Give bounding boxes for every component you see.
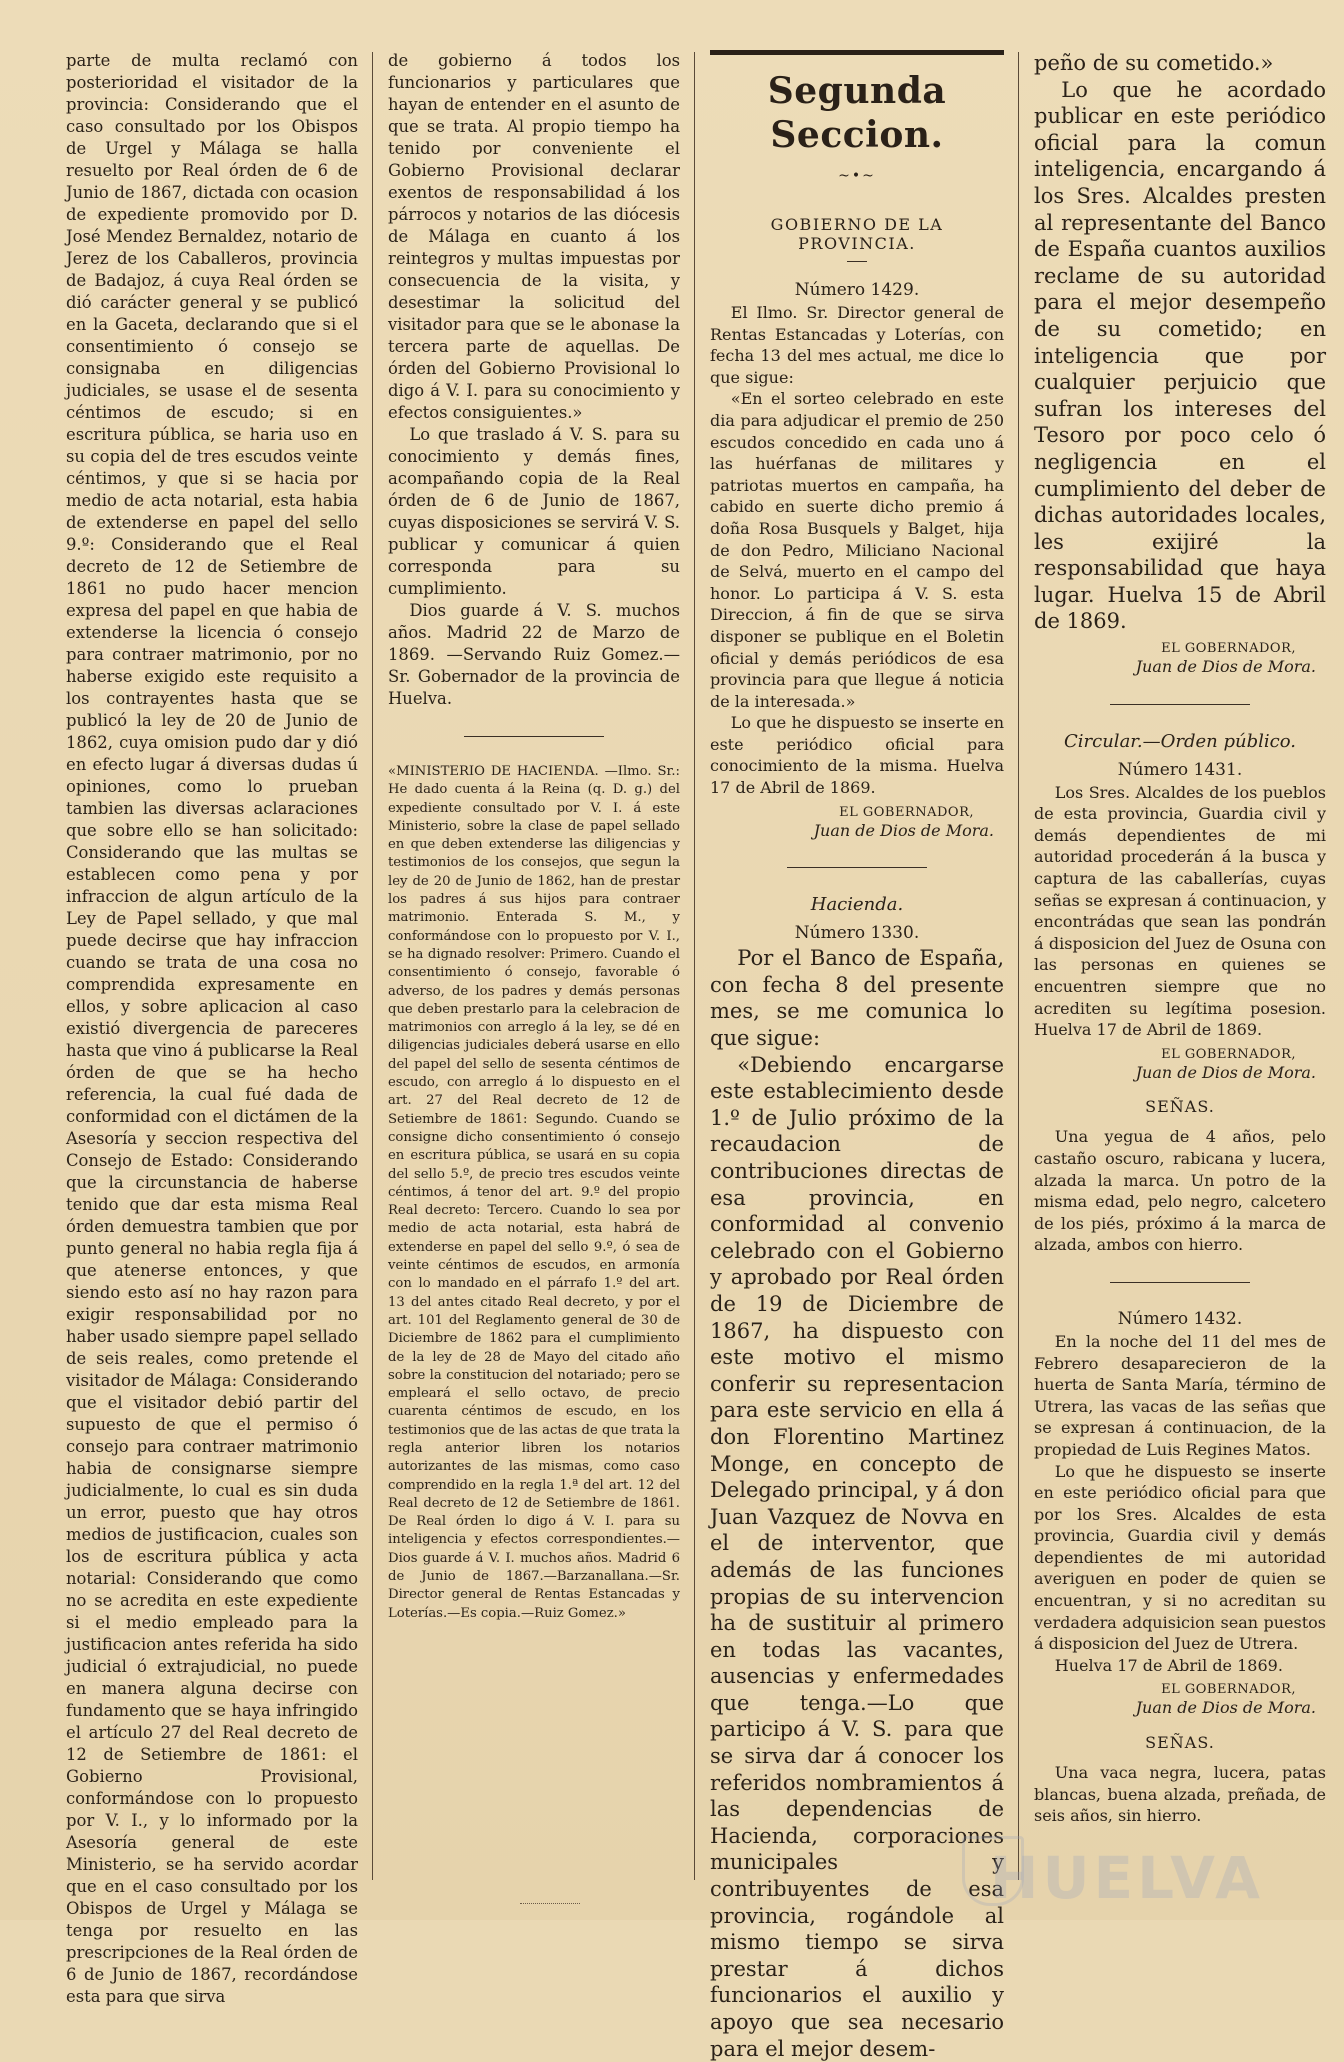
signature-name: Juan de Dios de Mora. xyxy=(1135,1062,1316,1082)
col4-paragraph-5: En la noche del 11 del mes de Febrero desaparecieron de la huerta de Santa María, término de Utrera, las vacas de las señas que se expresan á continuacion, de la propiedad de Luis Regines Matos. xyxy=(1034,1331,1326,1459)
col4-paragraph-2: Lo que he acordado publicar en este periódico oficial para la comun inteligencia, encargando á los Sres. Alcaldes presten al representante del Banco de España cuantos auxilios reclame de su autoridad para el mejor desempeño de su cometido; en inteligencia que por cualquier perjuicio que sufran los intereses del Tesoro por poco celo ó negligencia en el cumplimiento del deber de dichas autoridades locales, les exijiré la responsabilidad que haya lugar. Huelva 15 de Abril de 1869. xyxy=(1034,77,1326,634)
hacienda-heading: Hacienda. xyxy=(810,894,904,916)
signature-name: Juan de Dios de Mora. xyxy=(1135,657,1316,677)
col3-paragraph-2: «En el sorteo celebrado en este dia para adjudicar el premio de 250 escudos concedido en cada uno á las huérfanas de militares y patriotas muertos en campaña, ha cabido en suerte dicho premio á doña Rosa Busquels y Balget, hija de don Pedro, Miliciano Nacional de Selvá, muerto en el campo del honor. Lo participa á V. S. esta Direccion, á fin de que se sirva disponer se publique en el Boletin oficial y demás periódicos de esa provincia para que llegue á noticia de la interesada.» xyxy=(710,389,1004,711)
col4-paragraph-3: Los Sres. Alcaldes de los pueblos de esta provincia, Guardia civil y demás dependientes de mi autoridad procederán á la busca y captura de las caballerías, cuyas señas se expresan á continuacion, y encontrádas que sean las pondrán á disposicion del Juez de Osuna con las personas en quienes se encuentren siempre que no acrediten su legítima posesion. Huelva 17 de Abril de 1869. xyxy=(1034,782,1326,1040)
divider xyxy=(464,736,604,737)
col4-paragraph-7: Huelva 17 de Abril de 1869. xyxy=(1054,1655,1283,1675)
col2-paragraph-3: Dios guarde á V. S. muchos años. Madrid 22 de Marzo de 1869. —Servando Ruiz Gomez.—Sr. Gobernador de la provincia de Huelva. xyxy=(388,601,680,708)
number-1330: Número 1330. xyxy=(794,923,920,944)
col3-paragraph-4: Por el Banco de España, con fecha 8 del presente mes, se me comunica lo que sigue: xyxy=(710,946,1004,1051)
column-1 xyxy=(66,50,358,2006)
watermark: HUELVA xyxy=(989,1844,1264,1912)
print-mark xyxy=(520,1903,580,1904)
column-rule xyxy=(372,52,373,1880)
col2-paragraph-1: de gobierno á todos los funcionarios y particulares que hayan de entender en el asunto de que se trata. Al propio tiempo ha tenido por conveniente el Gobierno Provisional declarar exentos de responsabilidad á los párrocos y notarios de las diócesis de Málaga en cuanto á los reintegros y multas impuestas por consecuencia de la visita, y desestimar la solicitud del visitador para que se le abonase la tercera parte de aquellas. De órden del Gobierno Provisional lo digo á V. I. para su conocimiento y efectos consiguientes.» xyxy=(388,51,680,422)
col1-text: parte de multa reclamó con posterioridad el visitador de la provincia: Considerando que el caso consultado por los Obispos de Urgel y Málaga se halla resuelto por Real órden de 6 de Junio de 1867, dictada con ocasion de expediente promovido por D. José Mendez Bernaldez, notario de Jerez de los Caballeros, provincia de Badajoz, á cuya Real órden se dió carácter general y se publicó en la Gaceta, declarando que si el consentimiento ó consejo se consignaba en diligencias judiciales, se usase el de sesenta céntimos de escudo; si en escritura pública, se haria uso en su copia del de tres escudos veinte céntimos, y que si se hacia por medio de acta notarial, esta habia de extenderse en papel del sello 9.º: Considerando que el Real decreto de 12 de Setiembre de 1861 no pudo hacer mencion expresa del papel en que habia de extenderse la licencia ó consejo para contraer matrimonio, por no haberse exigido este requisito a los contrayentes hasta que se publicó la ley de 20 de Junio de 1862, cuya omision pudo dar y dió en efecto lugar á diversas dudas ú opiniones, como lo prueban tambien las diversas aclaraciones que sobre ello se han solicitado: Considerando que las multas se establecen como pena y por infraccion de algun artículo de la Ley de Papel sellado, y que mal puede decirse que hay infraccion cuando se trata de una cosa no comprendida expresamente en ellos, y sobre aplicacion al caso existió divergencia de pareceres hasta que vino á publicarse la Real órden de que se ha hecho referencia, la cual fué dada de conformidad con el dictámen de la Asesoría y seccion respectiva del Consejo de Estado: Considerando que la circunstancia de haberse tenido que dar esta misma Real órden demuestra tambien que por punto general no habia regla fija á que atenerse entonces, y que siendo esto así no hay razon para exigir responsabilidad por no haber usado siempre papel sellado de seis reales, como pretende el visitador de Málaga: Considerando que el visitador debió partir del supuesto de que el permiso ó consejo para contraer matrimonio habia de consignarse siempre judicialmente, lo cual es sin duda un error, puesto que hay otros medios de justificacion, cuales son los de escritura pública y acta notarial: Considerando que como no se acredita en este expediente si el medio empleado para la justificacion antes referida ha sido judicial ó extrajudicial, no puede en manera alguna decirse con fundamento que se haya infringido el artículo 27 del Real decreto de 12 de Setiembre de 1861: el Gobierno Provisional, conformándose con lo propuesto por V. I., y lo informado por la Asesoría general de este Ministerio, se ha servido acordar que en el caso consultado por los Obispos de Urgel y Málaga se tenga por resuelto en las prescripciones de la Real órden de 6 de Junio de 1867, recordándose esta para que sirva xyxy=(66,51,358,2006)
column-rule xyxy=(694,52,695,1880)
signature-title: EL GOBERNADOR, xyxy=(1161,1046,1296,1062)
senas-heading: SEÑAS. xyxy=(1145,1097,1215,1117)
signature-name: Juan de Dios de Mora. xyxy=(813,820,994,840)
senas-heading: SEÑAS. xyxy=(1145,1733,1215,1753)
circular-heading: Circular.—Orden público. xyxy=(1064,730,1296,752)
section-top-rule xyxy=(710,50,1004,55)
number-1431: Número 1431. xyxy=(1117,759,1243,780)
signature-title: EL GOBERNADOR, xyxy=(839,804,974,820)
col3-paragraph-1: El Ilmo. Sr. Director general de Rentas Estancadas y Loterías, con fecha 13 del mes actual, me dice lo que sigue: xyxy=(710,303,1004,387)
column-2 xyxy=(388,50,680,1900)
col4-paragraph-8: Una vaca negra, lucera, patas blancas, buena alzada, preñada, de seis años, sin hierro. xyxy=(1034,1763,1326,1826)
number-1429: Número 1429. xyxy=(794,280,920,300)
signature-title: EL GOBERNADOR, xyxy=(1161,641,1296,657)
column-rule xyxy=(1018,52,1019,1880)
section-title: Segunda Seccion. xyxy=(767,70,947,156)
divider xyxy=(1110,1282,1250,1283)
divider xyxy=(787,867,927,868)
signature-block xyxy=(710,805,1004,842)
gov-heading: GOBIERNO DE LA PROVINCIA. xyxy=(770,215,944,253)
ministerio-hacienda-text: «MINISTERIO DE HACIENDA. —Ilmo. Sr.: He dado cuenta á la Reina (q. D. g.) del expediente consultado por V. I. á este Ministerio, sobre la clase de papel sellado en que deben extenderse las diligencias y testimonios de los consejos, que segun la ley de 20 de Junio de 1862, han de prestar los padres á sus hijos para contraer matrimonio. Enterada S. M., y conformándose con lo propuesto por V. I., se ha dignado resolver: Primero. Cuando el consentimiento ó consejo, favorable ó adverso, de los padres y demás personas que deben prestarlo para la celebracion de matrimonios con arreglo á la ley, se dé en diligencias judiciales deberá usarse en ello del papel del sello de sesenta céntimos de escudo, con arreglo á lo dispuesto en el art. 27 del Real decreto de 12 de Setiembre de 1861: Segundo. Cuando se consigne dicho consentimiento ó consejo en escritura pública, se usará en su copia del sello 5.º, de precio tres escudos veinte céntimos, á tenor del art. 9.º del propio Real decreto: Tercero. Cuando lo sea por medio de acta notarial, esta habrá de extenderse en papel del sello 9.º, ó sea de veinte céntimos de escudos, en armonía con lo mandado en el párrafo 1.º del art. 13 del antes citado Real decreto, y por el art. 101 del Reglamento general de 30 de Diciembre de 1862 para el cumplimiento de la ley de 28 de Mayo del citado año sobre la constitucion del notariado; pero se empleará el sello octavo, de precio cuarenta céntimos de escudo, en los testimonios que de las actas de que trata la regla anterior libren los notarios autorizantes de las mismas, como caso comprendido en la regla 1.ª del art. 12 del Real decreto de 12 de Setiembre de 1861. De Real órden lo digo á V. I. para su inteligencia y efectos correspondientes.—Dios guarde á V. I. muchos años. Madrid 6 de Junio de 1867.—Barzanallana.—Sr. Director general de Rentas Estancadas y Loterías.—Es copia.—Ruiz Gomez.» xyxy=(388,764,680,1621)
column-4 xyxy=(1034,50,1326,1900)
number-1432: Número 1432. xyxy=(1117,1308,1243,1329)
col4-paragraph-6: Lo que he dispuesto se inserte en este periódico oficial para que por los Sres. Alcaldes de esta provincia, Guardia civil y demás dependientes de mi autoridad averiguen en poder de quien se encuentran, y si no acreditan su verdadera adquisicion sean puestos á disposicion del Juez de Utrera. xyxy=(1034,1461,1326,1654)
ornament-divider: ~•~ xyxy=(838,168,876,184)
signature-block xyxy=(1034,1682,1326,1719)
signature-block xyxy=(1034,1047,1326,1084)
col4-paragraph-4: Una yegua de 4 años, pelo castaño oscuro, rabicana y lucera, alzada la marca. Un potro de la misma edad, pelo negro, calcetero de los piés, próximo á la marca de alzada, ambos con hierro. xyxy=(1034,1127,1326,1255)
col4-paragraph-1: peño de su cometido.» xyxy=(1034,51,1274,75)
signature-name: Juan de Dios de Mora. xyxy=(1135,1698,1316,1718)
signature-block xyxy=(1034,641,1326,678)
col2-paragraph-2: Lo que traslado á V. S. para su conocimiento y demás fines, acompañando copia de la Real órden de 6 de Junio de 1867, cuyas disposiciones se servirá V. S. publicar y comunicar á quien corresponda para su cumplimiento. xyxy=(388,425,680,598)
column-3 xyxy=(710,50,1004,2061)
col3-paragraph-5: «Debiendo encargarse este establecimiento desde 1.º de Julio próximo de la recaudacion de contribuciones directas de esa provincia, en conformidad al convenio celebrado con el Gobierno y aprobado por Real órden de 19 de Diciembre de 1867, ha dispuesto con este motivo el mismo conferir su representacion para este servicio en ella á don Florentino Martinez Monge, en concepto de Delegado principal, y á don Juan Vazquez de Novva en el de interventor, que además de las funciones propias de su intervencion ha de sustituir al primero en todas las vacantes, ausencias y enfermedades que tenga.—Lo que participo á V. S. para que se sirva dar á conocer los referidos nombramientos á las dependencias de Hacienda, corporaciones municipales y contribuyentes de esa provincia, rogándole al mismo tiempo se sirva prestar á dichos funcionarios el auxilio y apoyo que sea necesario para el mejor desem- xyxy=(710,1052,1004,2061)
short-divider xyxy=(847,261,867,262)
divider xyxy=(1110,704,1250,705)
col3-paragraph-3: Lo que he dispuesto se inserte en este periódico oficial para conocimiento de la misma. Huelva 17 de Abril de 1869. xyxy=(710,713,1004,798)
signature-title: EL GOBERNADOR, xyxy=(1161,1682,1296,1698)
